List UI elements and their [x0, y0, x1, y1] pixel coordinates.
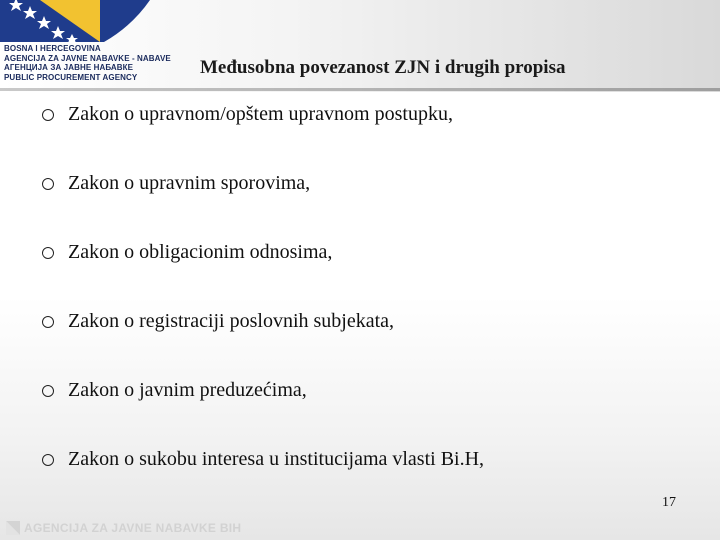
page-number: 17	[662, 495, 676, 510]
agency-name-block	[4, 44, 171, 82]
slide-header	[0, 0, 720, 92]
footer-flag-icon	[6, 521, 20, 535]
bullet-circle-icon	[42, 385, 54, 397]
slide-title: Međusobna povezanost ZJN i drugih propisa	[200, 57, 566, 78]
bullet-item	[42, 241, 332, 264]
bullet-text: Zakon o sukobu interesa u institucijama vlasti Bi.H,	[68, 448, 485, 470]
footer-text: AGENCIJA ZA JAVNE NABAVKE BIH	[24, 521, 242, 535]
agency-line-country: BOSNA I HERCEGOVINA	[4, 44, 101, 53]
bullet-item	[42, 103, 453, 126]
footer-watermark	[6, 521, 241, 535]
bullet-text: Zakon o upravnim sporovima,	[68, 172, 311, 194]
bullet-item	[42, 448, 484, 471]
bullet-item	[42, 310, 394, 333]
bullet-text: Zakon o javnim preduzećima,	[68, 379, 307, 401]
bullet-item	[42, 172, 310, 195]
bullet-text: Zakon o upravnom/opštem upravnom postupku,	[68, 103, 453, 125]
bullet-circle-icon	[42, 178, 54, 190]
header-divider	[0, 88, 720, 91]
bullet-text: Zakon o registraciji poslovnih subjekata,	[68, 310, 395, 332]
bullet-item	[42, 379, 307, 402]
agency-line-cyrillic: АГЕНЦИЈА ЗА ЈАВНЕ НАБАВКЕ	[4, 63, 134, 72]
bullet-text: Zakon o obligacionim odnosima,	[68, 241, 333, 263]
agency-line-english: PUBLIC PROCUREMENT AGENCY	[4, 72, 138, 82]
agency-line-latin: AGENCIJA ZA JAVNE NABAVKE - NABAVE	[4, 53, 171, 63]
bih-flag-logo-icon	[0, 0, 160, 50]
bullet-circle-icon	[42, 109, 54, 121]
bullet-circle-icon	[42, 316, 54, 328]
bullet-circle-icon	[42, 247, 54, 259]
bullet-circle-icon	[42, 454, 54, 466]
